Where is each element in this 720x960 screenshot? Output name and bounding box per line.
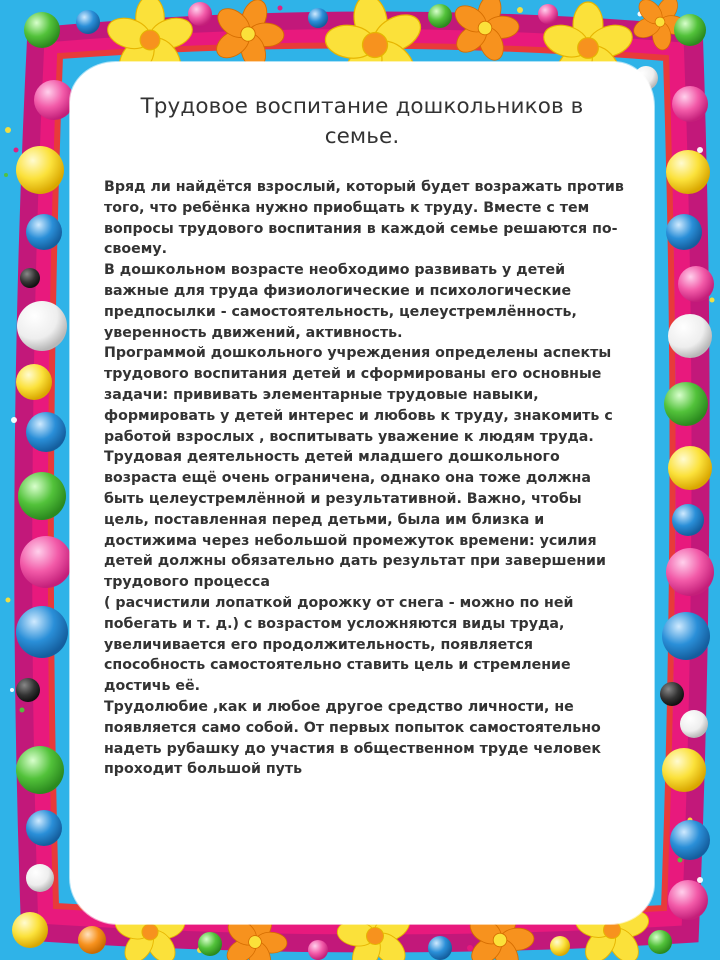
paragraph: В дошкольном возрасте необходимо развивать у детей важные для труда физиологические и психологические предпосылки - самостоятельность, целеустремлённость, уверенность движений, активность. [104,262,577,341]
paragraph: Вряд ли найдётся взрослый, который будет возражать против того, что ребёнка нужно приобщать к труду. Вместе с тем вопросы трудового воспитания в каждой семье решаются по-своему. [104,179,624,258]
paragraph: Трудолюбие ,как и любое другое средство личности, не появляется само собой. От первых попыток самостоятельно надеть рубашку до участия в общественном труде человек проходит большой путь [104,698,602,778]
document-body [104,177,624,780]
paragraph: Трудовая деятельность детей младшего дошкольного возраста ещё очень ограничена, однако она тоже должна быть целеустремлённой и результативной. Важно, чтобы цель, поставленная перед детьми, была им близка и достижима через небольшой промежуток времени: усилия детей должны обязательно дать результат при завершении трудового процесса [104,449,606,591]
document-title: Трудовое воспитание дошкольников в семье. [140,94,584,149]
paragraph: ( расчистили лопаткой дорожку от снега - можно по ней побегать и т. д.) с возрастом усложняются виды труда, увеличивается его продолжительность, появляется способность самостоятельно ставить цель и стремление достичь её. [104,594,574,695]
paragraph: Программой дошкольного учреждения определены аспекты трудового воспитания детей и сформированы его основные задачи: прививать элементарные трудовые навыки, формировать у детей интерес и любовь к труду, знакомить с работой взрослых , воспитывать уважение к людям труда. [104,345,613,445]
